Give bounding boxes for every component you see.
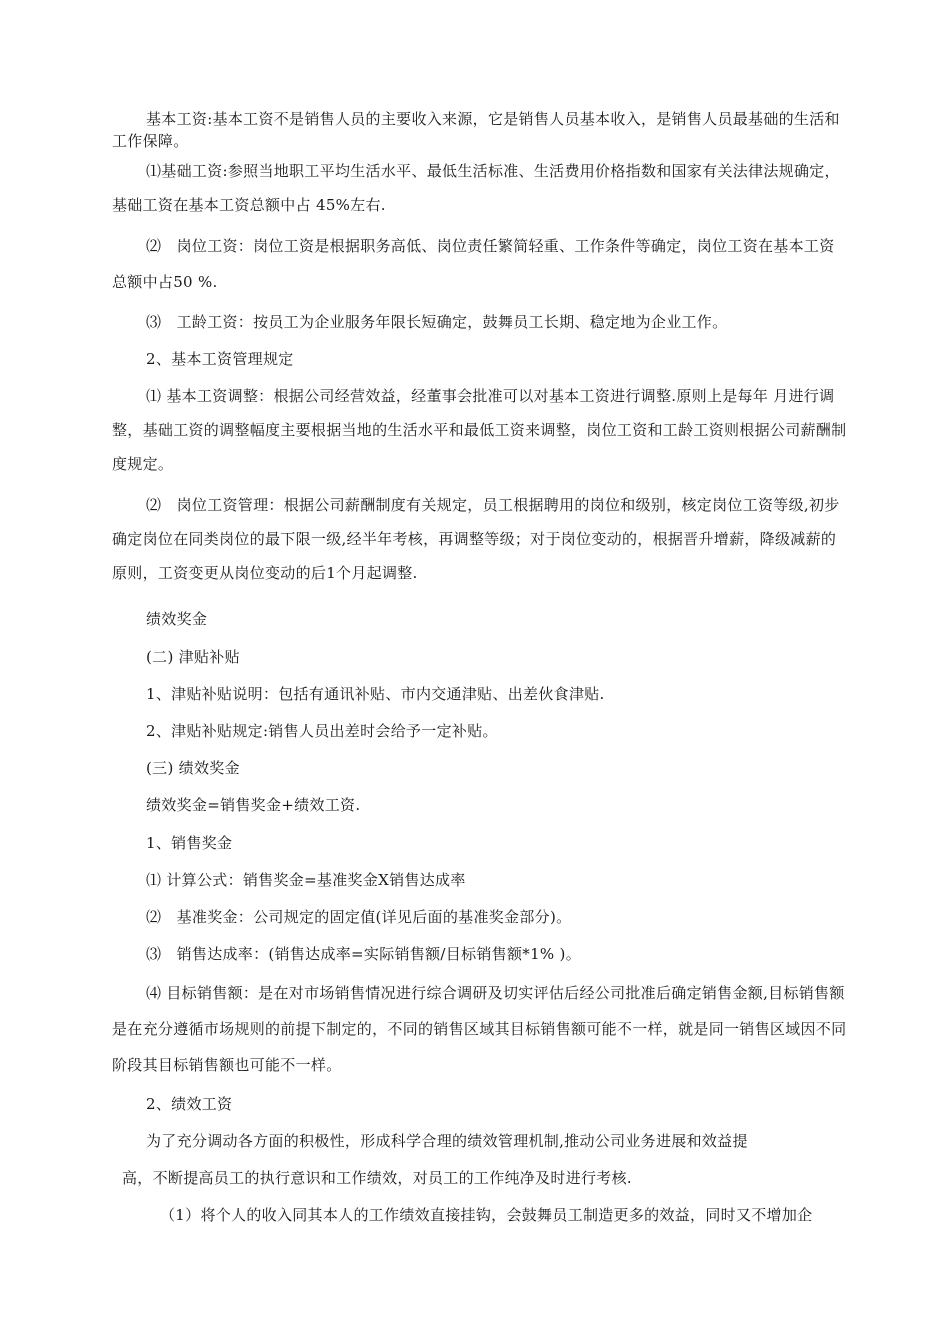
- paragraph-sales-target: ⑷ 目标销售额：是在对市场销售情况进行综合调研及切实评估后经公司批准后确定销售金额,目标销售额是在充分遵循市场规则的前提下制定的，不同的销售区域其目标销售额可能不一样，就是同一销售区域因不同阶段其目标销售额也可能不一样。: [112, 984, 847, 1074]
- paragraph-base-bonus: ⑵ 基准奖金：公司规定的固定值(详见后面的基准奖金部分)。: [146, 908, 572, 926]
- heading-performance-bonus: 绩效奖金: [146, 610, 208, 628]
- paragraph-calculation-formula: ⑴ 计算公式：销售奖金=基准奖金X销售达成率: [146, 871, 466, 889]
- heading-sales-bonus: 1、销售奖金: [146, 834, 233, 852]
- heading-basic-wage-rules: 2、基本工资管理规定: [146, 350, 294, 368]
- paragraph-basic-salary: 基本工资:基本工资不是销售人员的主要收入来源，它是销售人员基本收入，是销售人员最基础的生活和工作保障。: [112, 110, 840, 150]
- paragraph-allowance-description: 1、津贴补贴说明：包括有通讯补贴、市内交通津贴、出差伙食津贴.: [146, 685, 605, 703]
- paragraph-wage-adjustment: ⑴ 基本工资调整：根据公司经营效益，经董事会批准可以对基本工资进行调整.原则上是每年 月进行调整，基础工资的调整幅度主要根据当地的生活水平和最低工资来调整，岗位工资和工龄工资则根据公司薪酬制度规定。: [112, 387, 847, 473]
- paragraph-allowance-rules: 2、津贴补贴规定:销售人员出差时会给予一定补贴。: [146, 722, 498, 740]
- paragraph-achievement-rate: ⑶ 销售达成率：(销售达成率=实际销售额/目标销售额*1% )。: [146, 945, 581, 963]
- paragraph-performance-intro-continued: 高，不断提高员工的执行意识和工作绩效，对员工的工作纯净及时进行考核.: [122, 1169, 632, 1187]
- heading-allowances: (二) 津贴补贴: [146, 648, 240, 666]
- heading-performance-wage: 2、绩效工资: [146, 1095, 233, 1113]
- paragraph-seniority-wage: ⑶ 工龄工资：按员工为企业服务年限长短确定，鼓舞员工长期、稳定地为企业工作。: [146, 313, 728, 331]
- paragraph-position-wage: ⑵ 岗位工资：岗位工资是根据职务高低、岗位责任繁简轻重、工作条件等确定，岗位工资在基本工资总额中占50 %.: [112, 237, 835, 291]
- paragraph-bonus-formula: 绩效奖金=销售奖金+绩效工资.: [146, 796, 361, 814]
- paragraph-base-wage: ⑴基础工资:参照当地职工平均生活水平、最低生活标准、生活费用价格指数和国家有关法律法规确定，基础工资在基本工资总额中占 45%左右.: [112, 162, 840, 214]
- paragraph-position-wage-management: ⑵ 岗位工资管理：根据公司薪酬制度有关规定，员工根据聘用的岗位和级别，核定岗位工资等级,初步确定岗位在同类岗位的最下限一级,经半年考核，再调整等级；对于岗位变动的，根据晋升增薪，降级减薪的原则，工资变更从岗位变动的后1个月起调整.: [112, 496, 840, 582]
- heading-performance-bonus-section: (三) 绩效奖金: [146, 759, 240, 777]
- paragraph-income-linkage: （1）将个人的收入同其本人的工作绩效直接挂钩，会鼓舞员工制造更多的效益，同时又不增加企: [160, 1206, 813, 1224]
- paragraph-performance-intro: 为了充分调动各方面的积极性，形成科学合理的绩效管理机制,推动公司业务进展和效益提: [146, 1132, 748, 1150]
